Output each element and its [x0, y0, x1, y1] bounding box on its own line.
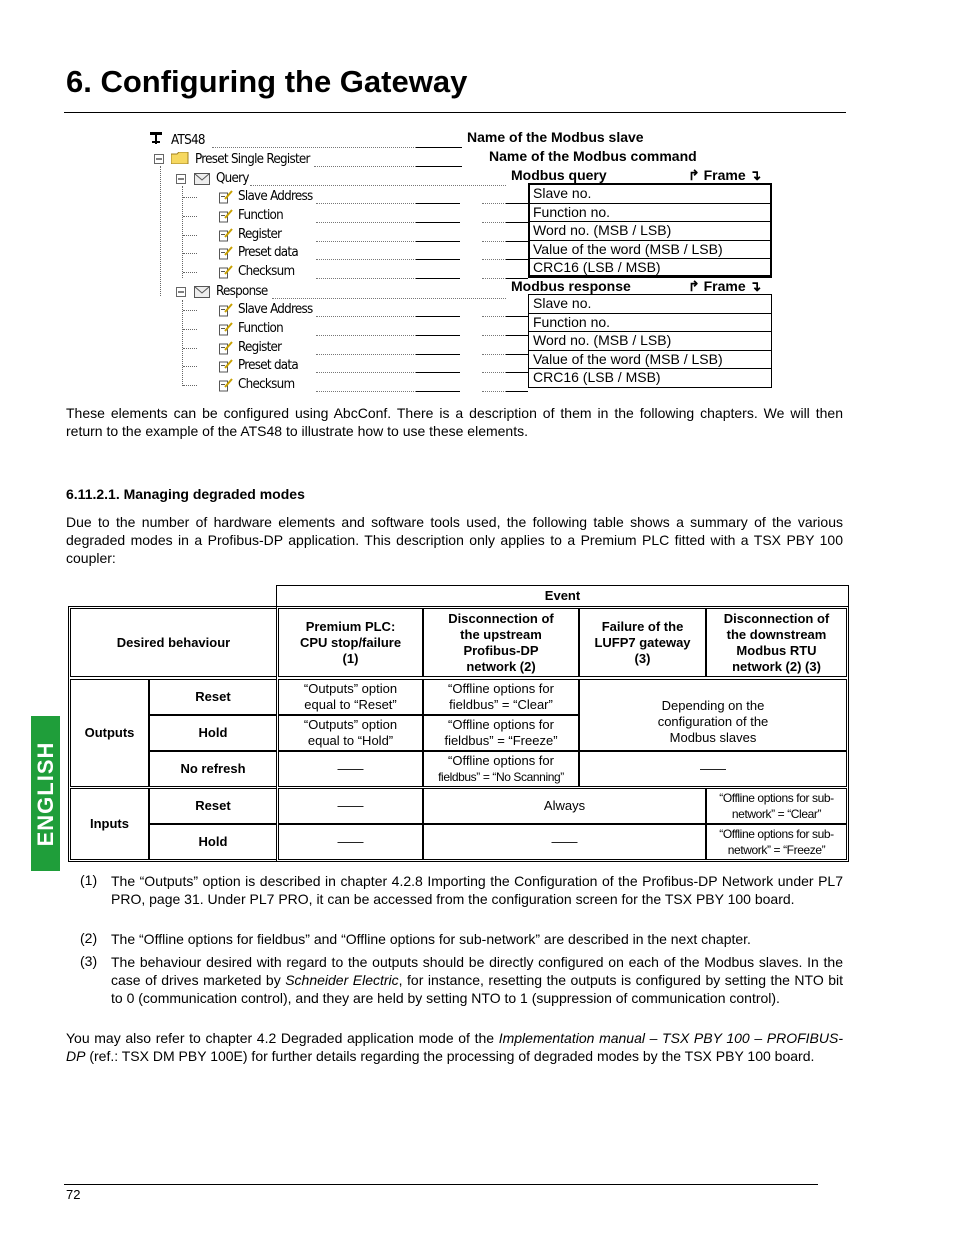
note-text: The behaviour desired with regard to the outputs should be directly configured on each of the Modbus slaves. In the case of drives marketed by Schneider Electric, for instance, resetting the outputs is configured by setting the NTO bit to 0 (communication control), and they are held by setting NTO to 1 (suppression of communication control). [111, 954, 844, 1006]
response-field-item[interactable]: Preset data [238, 358, 298, 374]
title-rule [64, 112, 846, 113]
tree-root[interactable]: ATS48 [171, 133, 205, 148]
row-inputs-reset: Reset [149, 788, 277, 824]
collapse-icon[interactable] [176, 174, 188, 186]
field-icon [219, 246, 233, 260]
cell-inputs-reset-always: Always [423, 788, 706, 824]
cell-outputs-reset-c2: “Offline options for fieldbus” = “Clear” [423, 679, 579, 715]
row-outputs-no-refresh: No refresh [149, 751, 277, 787]
label-modbus-response: Modbus response [511, 278, 631, 294]
label-command-name: Name of the Modbus command [489, 148, 697, 164]
query-frame-field: Slave no. [528, 184, 772, 204]
label-modbus-query: Modbus query [511, 167, 607, 183]
table-header-col3: Failure of the LUFP7 gateway (3) [579, 608, 706, 677]
footer-rule [64, 1184, 818, 1185]
response-field-item[interactable]: Slave Address [238, 302, 313, 317]
note-number: (3) [80, 953, 98, 969]
page-title: 6. Configuring the Gateway [66, 64, 468, 99]
cell-inputs-reset-c4: “Offline options for sub-network” = “Clear” [706, 788, 847, 824]
field-icon [219, 228, 233, 242]
cell-inputs-hold-c23: —— [423, 824, 706, 860]
table-header-event: Event [276, 585, 849, 607]
label-slave-name: Name of the Modbus slave [467, 129, 644, 145]
row-group-inputs: Inputs [70, 788, 149, 860]
page-number: 72 [66, 1187, 81, 1202]
tree-query[interactable]: Query [216, 171, 249, 186]
response-frame-field: Function no. [528, 313, 772, 333]
cell-outputs-norefresh-c2: “Offline options for fieldbus” = “No Scanning” [423, 751, 579, 787]
table-header-desired: Desired behaviour [70, 608, 277, 677]
response-field-item[interactable]: Checksum [238, 377, 295, 393]
field-icon [219, 378, 233, 392]
query-frame-field: Value of the word (MSB / LSB) [528, 240, 772, 260]
table-header-col1: Premium PLC: CPU stop/failure (1) [278, 608, 423, 677]
query-frame-field: Function no. [528, 203, 772, 223]
cell-inputs-hold-c4: “Offline options for sub-network” = “Freeze” [706, 824, 847, 860]
note-text: The “Offline options for fieldbus” and “Offline options for sub-network” are described in the next chapter. [111, 931, 751, 947]
field-icon [219, 190, 233, 204]
row-outputs-hold: Hold [149, 715, 277, 751]
final-paragraph: You may also refer to chapter 4.2 Degraded application mode of the Implementation manual – TSX PBY 100 – PROFIBUS-DP (ref.: TSX DM PBY 100E) for further details regarding the processing of degraded modes by the TSX PBY 100 board. [66, 1030, 843, 1064]
section-paragraph: Due to the number of hardware elements and software tools used, the following table shows a summary of the various degraded modes in a Profibus-DP application. This description only applies to a Premium PLC fitted with a TSX PBY 100 coupler: [66, 514, 843, 566]
field-icon [219, 341, 233, 355]
field-icon [219, 303, 233, 317]
cell-outputs-norefresh-c34: —— [579, 751, 847, 787]
field-icon [219, 322, 233, 336]
field-icon [219, 265, 233, 279]
note-number: (2) [80, 930, 98, 946]
folder-icon [171, 152, 189, 164]
cell-outputs-reset-c1: “Outputs” option equal to “Reset” [278, 679, 423, 715]
query-field-item[interactable]: Register [238, 226, 282, 242]
query-frame-field: CRC16 (LSB / MSB) [528, 258, 772, 278]
table-header-col2: Disconnection of the upstream Profibus-DP network (2) [423, 608, 579, 677]
cell-inputs-hold-c1: —— [278, 824, 423, 860]
envelope-icon [194, 173, 210, 185]
query-frame-field: Word no. (MSB / LSB) [528, 221, 772, 241]
section-heading: 6.11.2.1. Managing degraded modes [66, 486, 305, 502]
response-field-item[interactable]: Function [238, 320, 283, 336]
field-icon [219, 359, 233, 373]
envelope-icon [194, 286, 210, 298]
cell-outputs-norefresh-c1: —— [278, 751, 423, 787]
response-frame-field: Word no. (MSB / LSB) [528, 331, 772, 351]
cell-outputs-depending: Depending on the configuration of the Modbus slaves [579, 679, 847, 751]
note-text: The “Outputs” option is described in chapter 4.2.8 Importing the Configuration of the Profibus-DP Network under PL7 PRO, page 31. Under PL7 PRO, it can be accessed from the configuration screen for the TSX PBY 100 board. [111, 873, 843, 907]
tree-command[interactable]: Preset Single Register [195, 152, 310, 167]
collapse-icon[interactable] [176, 287, 188, 299]
cell-inputs-reset-c1: —— [278, 788, 423, 824]
label-frame-response: ↱ Frame ↴ [688, 278, 762, 294]
query-field-item[interactable]: Checksum [238, 264, 295, 280]
query-field-item[interactable]: Function [238, 207, 283, 223]
response-frame-field: Slave no. [528, 294, 772, 314]
row-outputs-reset: Reset [149, 679, 277, 715]
row-inputs-hold: Hold [149, 824, 277, 860]
language-tab: ENGLISH [31, 716, 60, 871]
response-frame-field: CRC16 (LSB / MSB) [528, 368, 772, 388]
label-frame-query: ↱ Frame ↴ [688, 167, 762, 183]
table-header-col4: Disconnection of the downstream Modbus RTU network (2) (3) [706, 608, 847, 677]
note-number: (1) [80, 872, 98, 888]
cell-outputs-hold-c1: “Outputs” option equal to “Hold” [278, 715, 423, 751]
field-icon [219, 209, 233, 223]
tree-response[interactable]: Response [216, 284, 268, 299]
query-field-item[interactable]: Slave Address [238, 189, 313, 204]
response-frame-field: Value of the word (MSB / LSB) [528, 350, 772, 370]
row-group-outputs: Outputs [70, 679, 149, 787]
intro-paragraph: These elements can be configured using AbcConf. There is a description of them in the following chapters. We will then return to the example of the ATS48 to illustrate how to use these elements. [66, 405, 843, 439]
collapse-icon[interactable] [154, 154, 166, 166]
query-field-item[interactable]: Preset data [238, 245, 298, 261]
network-icon [150, 132, 162, 144]
response-field-item[interactable]: Register [238, 339, 282, 355]
cell-outputs-hold-c2: “Offline options for fieldbus” = “Freeze” [423, 715, 579, 751]
